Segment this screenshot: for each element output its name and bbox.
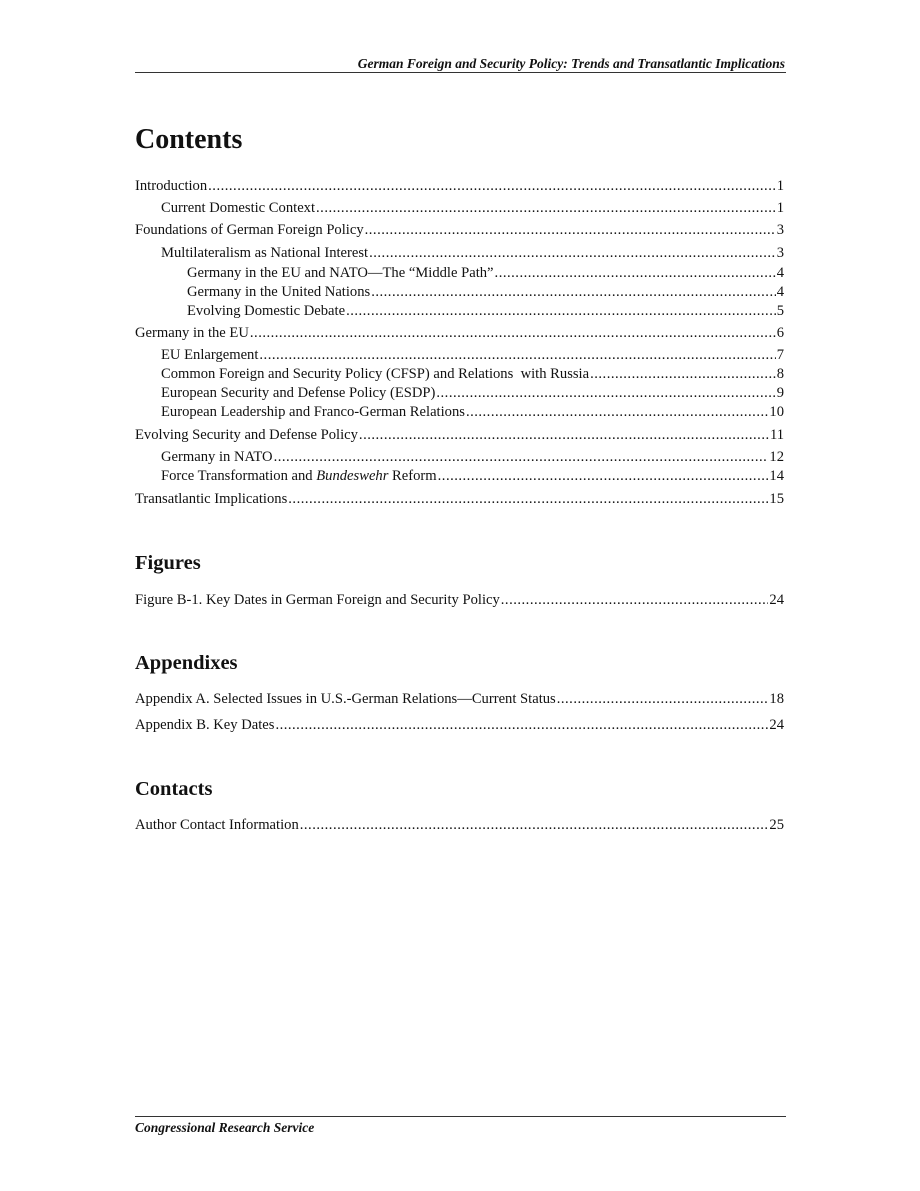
dot-leader	[300, 815, 769, 835]
toc-entry-franco-german[interactable]	[161, 402, 784, 422]
dot-leader	[495, 263, 776, 283]
toc-entry-title[interactable]: Multilateralism as National Interest	[161, 245, 369, 261]
running-footer: Congressional Research Service	[135, 1120, 315, 1135]
toc-entry-page[interactable]: 14	[769, 468, 784, 484]
toc-entry-title[interactable]: Evolving Domestic Debate	[187, 303, 346, 319]
toc-entry-title[interactable]: Figure B-1. Key Dates in German Foreign and Security Policy	[135, 592, 500, 608]
toc-entry-title[interactable]: Transatlantic Implications	[135, 491, 288, 507]
toc-entry-title[interactable]: European Security and Defense Policy (ESDP)	[161, 385, 436, 401]
toc-entry-title[interactable]: Current Domestic Context	[161, 200, 316, 216]
toc-entry-page[interactable]: 1	[776, 200, 784, 216]
dot-leader	[346, 301, 776, 321]
toc-entry-transatlantic-implications[interactable]	[135, 489, 784, 509]
toc-entry-page[interactable]: 7	[776, 347, 784, 363]
toc-entry-cfsp-russia[interactable]	[161, 364, 784, 384]
toc-entry-page[interactable]: 12	[769, 449, 784, 465]
toc-entry-page[interactable]: 1	[776, 178, 784, 194]
dot-leader	[501, 590, 769, 610]
toc-entry-germany-in-eu[interactable]	[135, 323, 784, 343]
toc-entry-title[interactable]: Foundations of German Foreign Policy	[135, 222, 364, 238]
dot-leader	[359, 425, 769, 445]
appendix-entry[interactable]	[135, 715, 784, 735]
toc-entry-title[interactable]	[161, 466, 437, 486]
toc-entry-page[interactable]: 8	[776, 366, 784, 382]
toc-entry-middle-path[interactable]	[187, 263, 784, 283]
toc-entry-page[interactable]: 5	[776, 303, 784, 319]
figures-heading: Figures	[135, 552, 201, 574]
dot-leader	[365, 220, 776, 240]
toc-entry-domestic-debate[interactable]	[187, 301, 784, 321]
toc-entry-germany-in-nato[interactable]	[161, 447, 784, 467]
toc-entry-eu-enlargement[interactable]	[161, 345, 784, 365]
toc-entry-page[interactable]: 25	[769, 817, 784, 833]
dot-leader	[436, 383, 775, 403]
appendixes-heading: Appendixes	[135, 652, 238, 674]
dot-leader	[288, 489, 768, 509]
toc-entry-foundations[interactable]	[135, 220, 784, 240]
dot-leader	[590, 364, 776, 384]
dot-leader	[316, 198, 776, 218]
toc-title-suffix: Reform	[388, 468, 437, 484]
toc-entry-title[interactable]: Common Foreign and Security Policy (CFSP) and Relations with Russia	[161, 366, 590, 382]
toc-entry-title[interactable]: Author Contact Information	[135, 817, 299, 833]
toc-entry-page[interactable]: 10	[769, 404, 784, 420]
toc-entry-page[interactable]: 3	[776, 222, 784, 238]
toc-entry-page[interactable]: 9	[776, 385, 784, 401]
dot-leader	[274, 447, 769, 467]
toc-entry-page[interactable]: 4	[776, 284, 784, 300]
toc-entry-page[interactable]: 4	[776, 265, 784, 281]
dot-leader	[250, 323, 776, 343]
toc-entry-current-domestic-context[interactable]	[161, 198, 784, 218]
toc-entry-page[interactable]: 3	[776, 245, 784, 261]
toc-entry-title[interactable]: Evolving Security and Defense Policy	[135, 427, 358, 443]
toc-title-italic: Bundeswehr	[316, 468, 389, 484]
toc-entry-title[interactable]: Introduction	[135, 178, 208, 194]
toc-entry-page[interactable]: 24	[769, 717, 784, 733]
contacts-heading: Contacts	[135, 778, 213, 800]
toc-entry-page[interactable]: 24	[769, 592, 784, 608]
toc-entry-page[interactable]: 18	[769, 691, 784, 707]
dot-leader	[369, 243, 776, 263]
dot-leader	[275, 715, 768, 735]
toc-entry-title[interactable]: Germany in NATO	[161, 449, 273, 465]
running-header: German Foreign and Security Policy: Trends and Transatlantic Implications	[357, 56, 785, 71]
appendix-entry[interactable]	[135, 689, 784, 709]
toc-entry-force-transformation[interactable]	[161, 466, 784, 486]
contents-heading: Contents	[135, 124, 243, 155]
toc-entry-title[interactable]: Germany in the United Nations	[187, 284, 371, 300]
dot-leader	[259, 345, 775, 365]
toc-entry-title[interactable]: European Leadership and Franco-German Relations	[161, 404, 465, 420]
dot-leader	[557, 689, 769, 709]
toc-entry-title[interactable]: Germany in the EU	[135, 325, 249, 341]
toc-entry-title[interactable]: Germany in the EU and NATO—The “Middle Path”	[187, 265, 494, 281]
footer-rule	[135, 1116, 786, 1117]
toc-entry-page[interactable]: 15	[769, 491, 784, 507]
toc-entry-esdp[interactable]	[161, 383, 784, 403]
toc-entry-introduction[interactable]	[135, 176, 784, 196]
toc-entry-page[interactable]: 11	[769, 427, 784, 443]
contact-entry[interactable]	[135, 815, 784, 835]
figure-entry[interactable]	[135, 590, 784, 610]
header-rule	[135, 72, 786, 73]
toc-entry-multilateralism[interactable]	[161, 243, 784, 263]
dot-leader	[371, 282, 776, 302]
dot-leader	[208, 176, 776, 196]
toc-entry-security-defense[interactable]	[135, 425, 784, 445]
dot-leader	[438, 466, 769, 486]
toc-title-prefix: Force Transformation and	[161, 468, 317, 484]
toc-entry-title[interactable]: Appendix A. Selected Issues in U.S.-German Relations—Current Status	[135, 691, 556, 707]
dot-leader	[466, 402, 768, 422]
toc-entry-title[interactable]: Appendix B. Key Dates	[135, 717, 275, 733]
toc-entry-title[interactable]: EU Enlargement	[161, 347, 259, 363]
toc-entry-page[interactable]: 6	[776, 325, 784, 341]
toc-entry-united-nations[interactable]	[187, 282, 784, 302]
